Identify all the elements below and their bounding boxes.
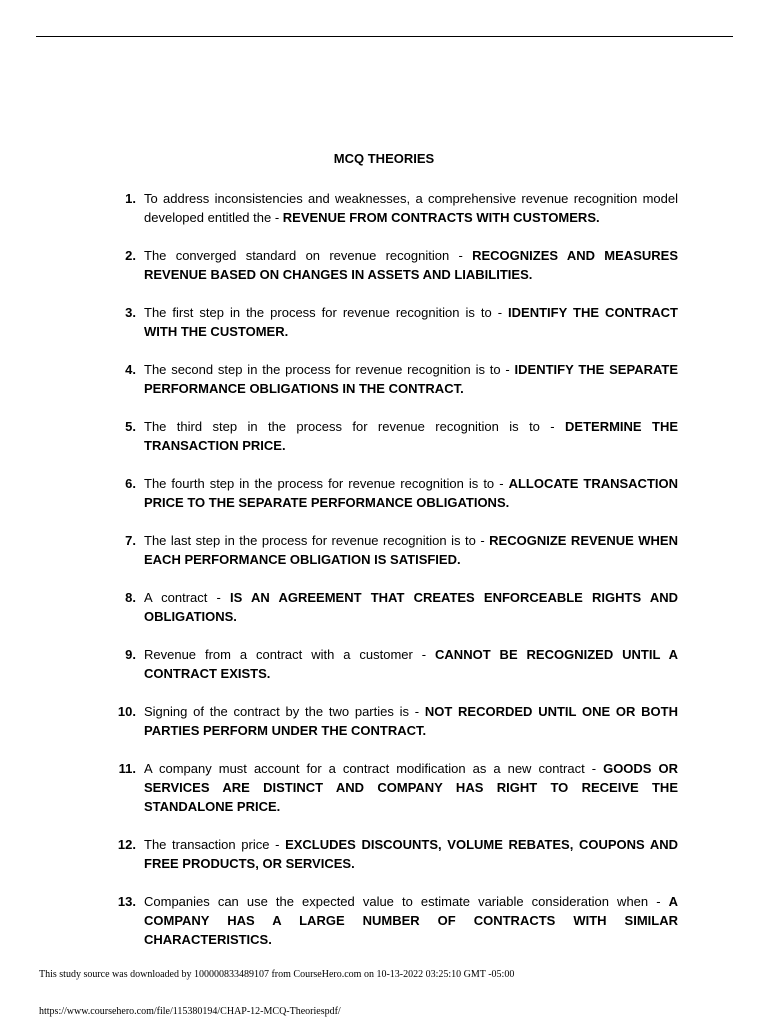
item-question: Signing of the contract by the two parties is - — [144, 704, 425, 719]
item-text — [136, 474, 678, 512]
item-number: 10. — [117, 704, 136, 719]
item-question: The third step in the process for revenue recognition is to - — [144, 419, 566, 434]
list-item — [108, 702, 678, 740]
item-number: 12. — [117, 837, 136, 852]
item-number: 8. — [125, 590, 136, 605]
item-number: 1. — [125, 191, 136, 206]
item-number: 4. — [125, 362, 136, 377]
list-item — [108, 246, 678, 284]
item-answer: REVENUE FROM CONTRACTS WITH CUSTOMERS. — [282, 210, 600, 225]
page-title: MCQ THEORIES — [333, 151, 435, 166]
item-text — [136, 531, 678, 569]
list-item — [108, 835, 678, 873]
source-url[interactable]: https://www.coursehero.com/file/115380194/CHAP-12-MCQ-Theoriespdf/ — [39, 1006, 341, 1017]
item-number: 3. — [125, 305, 136, 320]
item-question: Revenue from a contract with a customer - — [144, 647, 436, 662]
list-item — [108, 892, 678, 949]
list-item — [108, 417, 678, 455]
item-text — [136, 645, 678, 683]
list-item — [108, 360, 678, 398]
item-number: 9. — [125, 647, 136, 662]
item-question: The last step in the process for revenue recognition is to - — [144, 533, 490, 548]
item-number: 2. — [125, 248, 136, 263]
list-item — [108, 531, 678, 569]
item-question: The fourth step in the process for revenue recognition is to - — [144, 476, 509, 491]
item-text — [136, 189, 678, 227]
item-text — [136, 303, 678, 341]
item-number: 13. — [117, 894, 136, 909]
top-divider — [36, 36, 733, 37]
list-item — [108, 474, 678, 512]
item-question: The converged standard on revenue recognition - — [144, 248, 473, 263]
item-text — [136, 702, 678, 740]
list-item — [108, 645, 678, 683]
list-item — [108, 759, 678, 816]
item-text — [136, 588, 678, 626]
item-question: The second step in the process for revenue recognition is to - — [144, 362, 515, 377]
item-answer: GOODS OR SERVICES ARE DISTINCT AND COMPANY HAS RIGHT TO RECEIVE THE STANDALONE PRICE. — [144, 761, 678, 814]
item-question: The transaction price - — [144, 837, 286, 852]
item-text — [136, 759, 678, 816]
item-answer: ALLOCATE TRANSACTION PRICE TO THE SEPARATE PERFORMANCE OBLIGATIONS. — [144, 476, 678, 510]
item-number: 7. — [125, 533, 136, 548]
item-text — [136, 417, 678, 455]
item-answer: RECOGNIZE REVENUE WHEN EACH PERFORMANCE OBLIGATION IS SATISFIED. — [144, 533, 678, 567]
download-source-note: This study source was downloaded by 100000833489107 from CourseHero.com on 10-13-2022 03:25:10 GMT -05:00 — [39, 969, 515, 980]
item-answer: A COMPANY HAS A LARGE NUMBER OF CONTRACTS WITH SIMILAR CHARACTERISTICS. — [144, 894, 678, 947]
item-question: To address inconsistencies and weaknesses, a comprehensive revenue recognition model developed entitled the - — [144, 191, 678, 225]
list-item — [108, 588, 678, 626]
item-answer: IDENTIFY THE SEPARATE PERFORMANCE OBLIGATIONS IN THE CONTRACT. — [144, 362, 679, 396]
item-question: A contract - — [144, 590, 231, 605]
item-text — [136, 835, 678, 873]
item-answer: IDENTIFY THE CONTRACT WITH THE CUSTOMER. — [144, 305, 678, 339]
item-text — [136, 246, 678, 284]
list-item — [108, 189, 678, 227]
item-answer: EXCLUDES DISCOUNTS, VOLUME REBATES, COUPONS AND FREE PRODUCTS, OR SERVICES. — [144, 837, 679, 871]
question-list — [108, 189, 678, 968]
list-item — [108, 303, 678, 341]
item-question: Companies can use the expected value to estimate variable consideration when - — [144, 894, 669, 909]
item-answer: NOT RECORDED UNTIL ONE OR BOTH PARTIES PERFORM UNDER THE CONTRACT. — [144, 704, 678, 738]
item-question: The first step in the process for revenue recognition is to - — [144, 305, 509, 320]
item-answer: DETERMINE THE TRANSACTION PRICE. — [144, 419, 679, 453]
item-answer: RECOGNIZES AND MEASURES REVENUE BASED ON CHANGES IN ASSETS AND LIABILITIES. — [144, 248, 678, 282]
item-text — [136, 360, 678, 398]
item-answer: IS AN AGREEMENT THAT CREATES ENFORCEABLE RIGHTS AND OBLIGATIONS. — [144, 590, 678, 624]
item-number: 11. — [118, 761, 136, 776]
item-question: A company must account for a contract modification as a new contract - — [144, 761, 604, 776]
item-number: 6. — [125, 476, 136, 491]
item-number: 5. — [125, 419, 136, 434]
item-text — [136, 892, 678, 949]
item-answer: CANNOT BE RECOGNIZED UNTIL A CONTRACT EXISTS. — [144, 647, 678, 681]
